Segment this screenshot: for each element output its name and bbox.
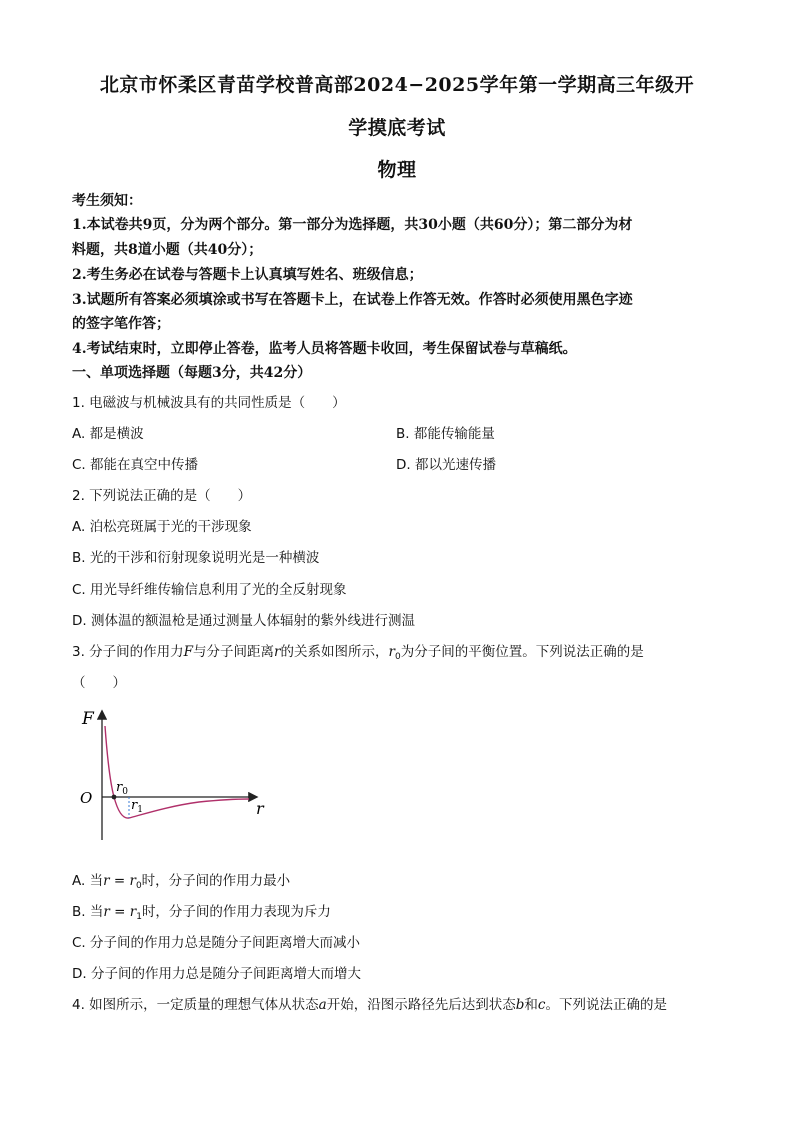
q2-option-d[interactable]: D. 测体温的额温枪是通过测量人体辐射的紫外线进行测温 [72, 613, 415, 629]
q1-option-d[interactable]: D. 都以光速传播 [396, 457, 496, 473]
label-r0-main: r [116, 780, 123, 795]
q3-stem-var-r0: r [388, 644, 395, 660]
q3-option-b[interactable] [72, 900, 331, 922]
q4-state-c: c [537, 997, 546, 1013]
q3-stem-tail: （ ） [72, 675, 126, 691]
label-r1 [131, 798, 143, 815]
label-r1-sub: 1 [137, 805, 143, 815]
q3-stem-part: 的关系如图所示， [280, 644, 389, 660]
axis-label-r: r [256, 799, 264, 818]
label-r1-main: r [131, 798, 138, 813]
q4-stem-part: 和 [524, 997, 538, 1013]
q4-state-a: a [318, 997, 327, 1013]
q3-a-var: r [129, 873, 136, 889]
exam-title-line1: 北京市怀柔区青苗学校普高部2024−2025学年第一学期高三年级开 [99, 74, 695, 96]
force-distance-figure [74, 704, 274, 844]
q3-stem [72, 640, 644, 662]
notice-line-3: 3.试题所有答案必须填涂或书写在答题卡上，在试卷上作答无效。作答时必须使用黑色字迹 [72, 292, 633, 308]
q3-b-sub: 1 [136, 912, 142, 922]
q3-stem-var-r: r [274, 644, 281, 660]
q2-option-a[interactable]: A. 泊松亮斑属于光的干涉现象 [72, 519, 252, 535]
force-curve [105, 726, 249, 818]
section-heading: 一、单项选择题（每题3分，共42分） [72, 365, 312, 381]
q3-b-text: 时，分子间的作用力表现为斥力 [141, 904, 331, 920]
axis-label-F: F [82, 709, 94, 729]
label-r0-sub: 0 [122, 787, 128, 797]
q3-a-eq: = [109, 873, 130, 889]
notice-line-1: 1.本试卷共9页，分为两个部分。第一部分为选择题，共30小题（共60分）；第二部分为材 [72, 217, 633, 233]
q4-stem [72, 993, 667, 1013]
notice-line-4: 4.考试结束时，立即停止答卷，监考人员将答题卡收回，考生保留试卷与草稿纸。 [72, 341, 577, 357]
q2-stem: 2. 下列说法正确的是（ ） [72, 488, 252, 504]
q3-a-sub: 0 [135, 881, 142, 891]
q3-b-var: r [129, 904, 137, 920]
notice-heading: 考生须知： [72, 193, 142, 209]
q4-stem-part: 。下列说法正确的是 [545, 997, 667, 1013]
q3-b-text: B. 当 [72, 904, 104, 920]
q1-option-b[interactable]: B. 都能传输能量 [396, 426, 495, 442]
q4-state-b: b [515, 997, 525, 1013]
origin-label: O [80, 789, 93, 807]
q1-option-a[interactable]: A. 都是横波 [72, 426, 144, 442]
r0-point [112, 795, 117, 800]
q3-option-d[interactable]: D. 分子间的作用力总是随分子间距离增大而增大 [72, 966, 361, 982]
q3-stem-part: 与分子间距离 [193, 644, 275, 660]
notice-line-3-cont: 的签字笔作答； [72, 316, 170, 332]
q3-b-eq: = [109, 904, 130, 920]
q3-stem-var-F: F [183, 644, 194, 660]
q4-stem-part: 4. 如图所示，一定质量的理想气体从状态 [72, 997, 319, 1013]
q3-a-var: r [103, 873, 110, 889]
q3-stem-part: 3. 分子间的作用力 [72, 644, 184, 660]
q3-option-a[interactable] [72, 869, 290, 891]
q2-option-b[interactable]: B. 光的干涉和衍射现象说明光是一种横波 [72, 550, 320, 566]
q3-a-text: 时，分子间的作用力最小 [141, 873, 291, 889]
q3-stem-sub: 0 [394, 652, 401, 662]
q3-a-text: A. 当 [72, 873, 104, 889]
notice-line-1-cont: 料题，共8道小题（共40分）； [72, 242, 263, 258]
q4-stem-part: 开始，沿图示路径先后达到状态 [326, 997, 516, 1013]
q3-stem-part: 为分子间的平衡位置。下列说法正确的是 [400, 644, 644, 660]
q3-option-c[interactable]: C. 分子间的作用力总是随分子间距离增大而减小 [72, 935, 361, 951]
q2-option-c[interactable]: C. 用光导纤维传输信息利用了光的全反射现象 [72, 582, 347, 598]
exam-title-line2: 学摸底考试 [348, 117, 446, 139]
notice-line-2: 2.考生务必在试卷与答题卡上认真填写姓名、班级信息； [72, 267, 423, 283]
q1-option-c[interactable]: C. 都能在真空中传播 [72, 457, 199, 473]
q3-b-var: r [103, 904, 110, 920]
label-r0 [116, 780, 128, 797]
exam-subject: 物理 [377, 159, 417, 181]
q1-stem: 1. 电磁波与机械波具有的共同性质是（ ） [72, 395, 346, 411]
